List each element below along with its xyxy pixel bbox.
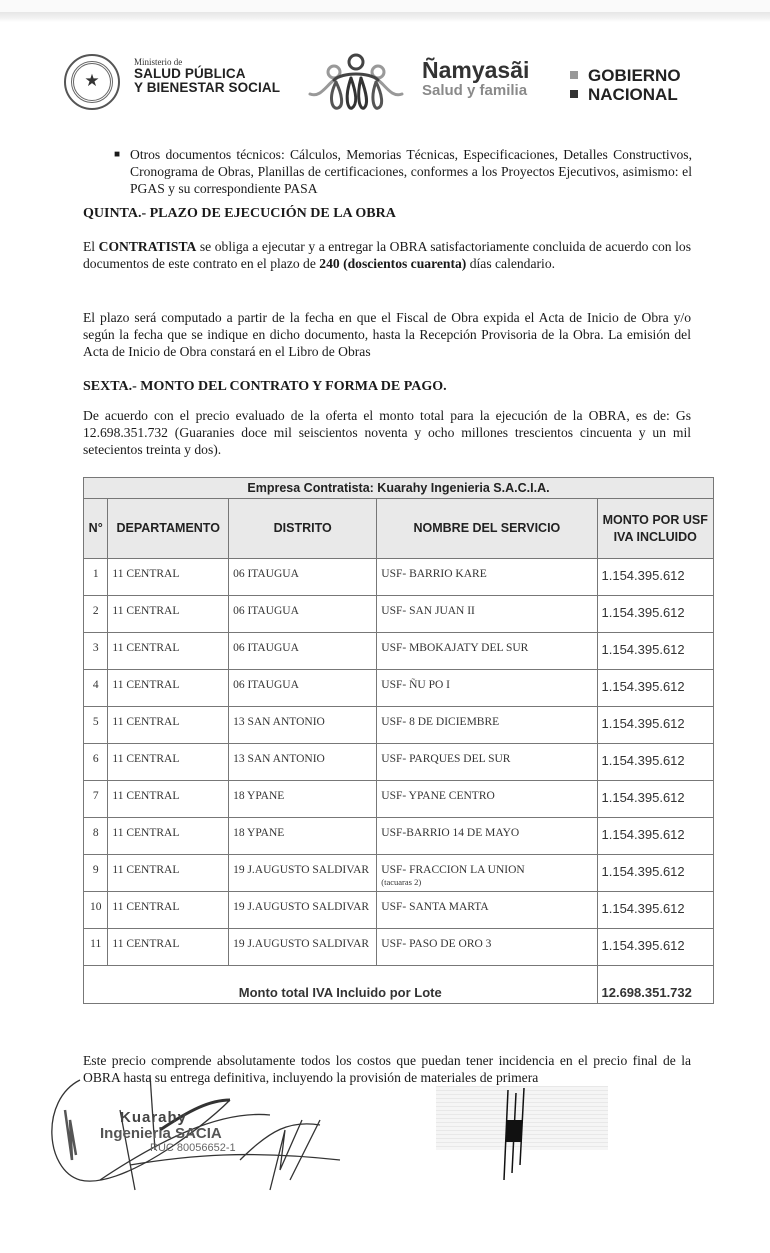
cell-monto: 1.154.395.612 xyxy=(597,707,714,744)
contract-table xyxy=(83,477,714,1004)
cell-nombre xyxy=(377,707,597,744)
table-row xyxy=(84,744,714,781)
gov-line-2: NACIONAL xyxy=(588,85,678,104)
col-header-nombre: NOMBRE DEL SERVICIO xyxy=(377,499,597,559)
cell-monto: 1.154.395.612 xyxy=(597,781,714,818)
table-row xyxy=(84,818,714,855)
col-header-departamento: DEPARTAMENTO xyxy=(108,499,229,559)
program-title: Ñamyasãi xyxy=(422,57,530,83)
cell-n: 6 xyxy=(84,744,108,781)
nombre-text: USF- FRACCION LA UNION xyxy=(381,864,525,876)
text-run: días calendario. xyxy=(466,256,556,271)
cell-departamento: 11 CENTRAL xyxy=(108,744,229,781)
cell-n: 8 xyxy=(84,818,108,855)
cell-distrito: 19 J.AUGUSTO SALDIVAR xyxy=(229,892,377,929)
cell-nombre xyxy=(377,818,597,855)
ministry-line-1: SALUD PÚBLICA xyxy=(134,66,246,81)
nombre-text: USF- PARQUES DEL SUR xyxy=(381,753,511,765)
nombre-text: USF- ÑU PO I xyxy=(381,679,450,691)
cell-nombre xyxy=(377,596,597,633)
cell-departamento: 11 CENTRAL xyxy=(108,633,229,670)
cell-distrito: 06 ITAUGUA xyxy=(229,670,377,707)
table-caption-row xyxy=(84,478,714,499)
cell-n: 2 xyxy=(84,596,108,633)
ministry-line-2: Y BIENESTAR SOCIAL xyxy=(134,80,281,95)
text-run: El xyxy=(83,239,99,254)
cell-n: 4 xyxy=(84,670,108,707)
cell-monto: 1.154.395.612 xyxy=(597,559,714,596)
page-top-edge xyxy=(0,12,770,22)
cell-monto: 1.154.395.612 xyxy=(597,818,714,855)
cell-n: 3 xyxy=(84,633,108,670)
nombre-text: USF- PASO DE ORO 3 xyxy=(381,938,492,950)
cell-departamento: 11 CENTRAL xyxy=(108,892,229,929)
cell-monto: 1.154.395.612 xyxy=(597,633,714,670)
cell-departamento: 11 CENTRAL xyxy=(108,559,229,596)
col-header-n: N° xyxy=(84,499,108,559)
table-caption: Empresa Contratista: Kuarahy Ingenieria S.A.C.I.A. xyxy=(84,478,714,499)
nombre-text: USF- SAN JUAN II xyxy=(381,605,475,617)
table-row xyxy=(84,781,714,818)
document-header xyxy=(62,52,712,114)
col-header-distrito: DISTRITO xyxy=(229,499,377,559)
cell-distrito: 06 ITAUGUA xyxy=(229,596,377,633)
gobierno-logo xyxy=(570,66,681,104)
stamp-line-3: RUC 80056652-1 xyxy=(150,1142,236,1154)
text-run: se obliga a ejecutar y a entregar la OBRA satisfactoriamente concluida de acuerdo con los documentos de este contrato en el plazo de xyxy=(83,239,691,271)
signature-mark-icon xyxy=(500,1085,540,1185)
cell-nombre xyxy=(377,929,597,966)
family-figures-icon xyxy=(306,52,406,114)
cell-distrito: 06 ITAUGUA xyxy=(229,633,377,670)
cell-distrito: 13 SAN ANTONIO xyxy=(229,707,377,744)
cell-n: 11 xyxy=(84,929,108,966)
table-total-row xyxy=(84,966,714,1004)
quinta-paragraph-2: El plazo será computado a partir de la fecha en que el Fiscal de Obra expida el Acta de Inicio de Obra y/o según la fecha que se indique en dicho documento, hasta la Recepción Provisoria de la Obra. La emisión del Acta de Inicio de Obra constará en el Libro de Obras xyxy=(83,310,691,359)
quinta-heading: QUINTA.- PLAZO DE EJECUCIÓN DE LA OBRA xyxy=(83,206,396,221)
nombre-text: USF- BARRIO KARE xyxy=(381,568,487,580)
total-label: Monto total IVA Incluido por Lote xyxy=(84,966,598,1004)
viewer-top-bar xyxy=(0,0,770,12)
cell-n: 7 xyxy=(84,781,108,818)
col-header-monto: MONTO POR USF IVA INCLUIDO xyxy=(597,499,714,559)
cell-departamento: 11 CENTRAL xyxy=(108,670,229,707)
total-value: 12.698.351.732 xyxy=(597,966,714,1004)
nombre-text: USF- MBOKAJATY DEL SUR xyxy=(381,642,529,654)
cell-monto: 1.154.395.612 xyxy=(597,596,714,633)
sexta-heading: SEXTA.- MONTO DEL CONTRATO Y FORMA DE PAGO. xyxy=(83,379,447,394)
program-logo xyxy=(422,58,529,99)
company-stamp xyxy=(100,1110,236,1155)
cell-departamento: 11 CENTRAL xyxy=(108,929,229,966)
square-icon xyxy=(570,71,578,79)
cell-nombre xyxy=(377,892,597,929)
cell-distrito: 06 ITAUGUA xyxy=(229,559,377,596)
table-row xyxy=(84,707,714,744)
table-row xyxy=(84,855,714,892)
contratista-bold: CONTRATISTA xyxy=(98,239,197,254)
paraguay-seal-icon: ★ xyxy=(64,54,120,110)
bullet-item xyxy=(114,146,692,197)
ministry-small-label: Ministerio de xyxy=(134,57,183,67)
cell-distrito: 19 J.AUGUSTO SALDIVAR xyxy=(229,929,377,966)
cell-distrito: 18 YPANE xyxy=(229,781,377,818)
cell-departamento: 11 CENTRAL xyxy=(108,707,229,744)
cell-n: 1 xyxy=(84,559,108,596)
nombre-text: USF- SANTA MARTA xyxy=(381,901,489,913)
table-row xyxy=(84,596,714,633)
cell-distrito: 19 J.AUGUSTO SALDIVAR xyxy=(229,855,377,892)
sexta-paragraph-1: De acuerdo con el precio evaluado de la oferta el monto total para la ejecución de la OBRA, es de: Gs 12.698.351.732 (Guaranies doce mil seiscientos noventa y ocho millones trescientos cincuenta y un mil setecientos treinta y dos). xyxy=(83,408,691,457)
gov-line-1: GOBIERNO xyxy=(588,66,681,85)
cell-distrito: 18 YPANE xyxy=(229,818,377,855)
cell-monto: 1.154.395.612 xyxy=(597,744,714,781)
cell-n: 10 xyxy=(84,892,108,929)
cell-departamento: 11 CENTRAL xyxy=(108,596,229,633)
cell-distrito: 13 SAN ANTONIO xyxy=(229,744,377,781)
cell-n: 9 xyxy=(84,855,108,892)
plazo-bold: 240 (doscientos cuarenta) xyxy=(319,256,467,271)
cell-departamento: 11 CENTRAL xyxy=(108,781,229,818)
cell-nombre xyxy=(377,855,597,892)
table-row xyxy=(84,892,714,929)
program-subtitle: Salud y familia xyxy=(422,82,528,99)
cell-departamento: 11 CENTRAL xyxy=(108,818,229,855)
cell-departamento: 11 CENTRAL xyxy=(108,855,229,892)
table-row xyxy=(84,929,714,966)
cell-monto: 1.154.395.612 xyxy=(597,929,714,966)
closing-paragraph: Este precio comprende absolutamente todos los costos que puedan tener incidencia en el precio final de la OBRA hasta su entrega definitiva, incluyendo la provisión de materiales de primera xyxy=(83,1053,691,1085)
square-icon xyxy=(570,90,578,98)
nombre-text: USF- YPANE CENTRO xyxy=(381,790,495,802)
nombre-text: USF- 8 DE DICIEMBRE xyxy=(381,716,500,728)
stamp-line-1: Kuarahy xyxy=(120,1109,188,1126)
cell-nombre xyxy=(377,781,597,818)
cell-nombre xyxy=(377,559,597,596)
bullet-icon: ■ xyxy=(114,149,121,160)
ministry-logo xyxy=(134,57,280,95)
table-header-row xyxy=(84,499,714,559)
nombre-note: (tacuaras 2) xyxy=(381,877,422,887)
nombre-text: USF-BARRIO 14 DE MAYO xyxy=(381,827,520,839)
table-row xyxy=(84,633,714,670)
cell-monto: 1.154.395.612 xyxy=(597,670,714,707)
table-row xyxy=(84,559,714,596)
cell-nombre xyxy=(377,633,597,670)
table-row xyxy=(84,670,714,707)
cell-monto: 1.154.395.612 xyxy=(597,855,714,892)
cell-monto: 1.154.395.612 xyxy=(597,892,714,929)
cell-n: 5 xyxy=(84,707,108,744)
cell-nombre xyxy=(377,744,597,781)
bullet-text: Otros documentos técnicos: Cálculos, Memorias Técnicas, Especificaciones, Detalles Constructivos, Cronograma de Obras, Planillas de certificaciones, conformes a los Proyectos Ejecutivos, asimismo: el PGAS y su correspondiente PASA xyxy=(130,147,692,196)
cell-nombre xyxy=(377,670,597,707)
stamp-line-2: Ingenieria SACIA xyxy=(100,1125,222,1142)
quinta-paragraph-1 xyxy=(83,238,691,272)
